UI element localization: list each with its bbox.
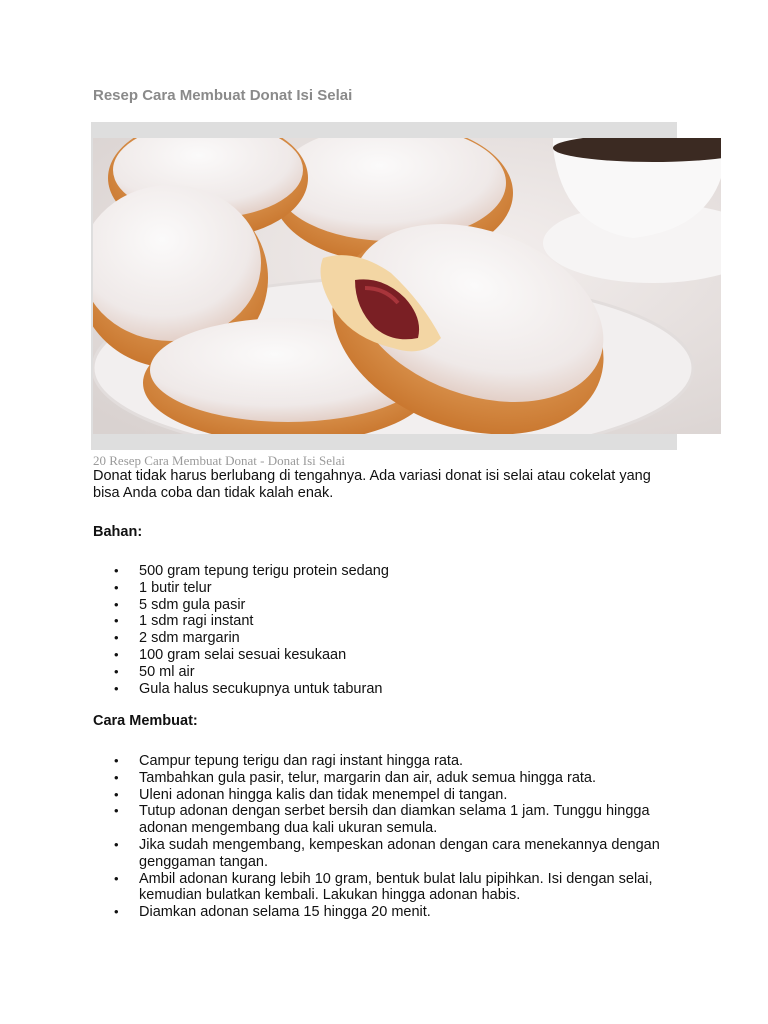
ingredient-item: • 100 gram selai sesuai kesukaan [93, 647, 683, 664]
ingredient-item: • 1 butir telur [93, 580, 683, 597]
intro-paragraph: Donat tidak harus berlubang di tengahnya. Ada variasi donat isi selai atau cokelat yang bisa Anda coba dan tidak kalah enak. [93, 468, 651, 501]
ingredient-item: • 2 sdm margarin [93, 630, 683, 647]
steps-list [93, 753, 683, 921]
page-title: Resep Cara Membuat Donat Isi Selai [93, 87, 353, 104]
ingredient-item: • Gula halus secukupnya untuk taburan [93, 681, 683, 698]
step-item: • Uleni adonan hingga kalis dan tidak menempel di tangan. [93, 787, 683, 804]
step-item: • Tutup adonan dengan serbet bersih dan diamkan selama 1 jam. Tunggu hingga adonan mengembang dua kali ukuran semula. [93, 803, 683, 837]
step-item: • Campur tepung terigu dan ragi instant hingga rata. [93, 753, 683, 770]
image-caption: 20 Resep Cara Membuat Donat - Donat Isi Selai [93, 453, 345, 468]
ingredient-item: • 1 sdm ragi instant [93, 613, 683, 630]
step-item: • Tambahkan gula pasir, telur, margarin dan air, aduk semua hingga rata. [93, 770, 683, 787]
donut-photo [93, 138, 721, 434]
ingredient-item: • 50 ml air [93, 664, 683, 681]
ingredients-list [93, 563, 683, 697]
ingredients-heading: Bahan: [93, 524, 143, 540]
step-item: • Jika sudah mengembang, kempeskan adonan dengan cara menekannya dengan genggaman tangan. [93, 837, 683, 871]
ingredient-item: • 500 gram tepung terigu protein sedang [93, 563, 683, 580]
step-item: • Diamkan adonan selama 15 hingga 20 menit. [93, 904, 683, 921]
ingredient-item: • 5 sdm gula pasir [93, 597, 683, 614]
steps-heading: Cara Membuat: [93, 713, 198, 729]
step-item: • Ambil adonan kurang lebih 10 gram, bentuk bulat lalu pipihkan. Isi dengan selai, kemudian bulatkan kembali. Lakukan hingga adonan habis. [93, 871, 683, 905]
